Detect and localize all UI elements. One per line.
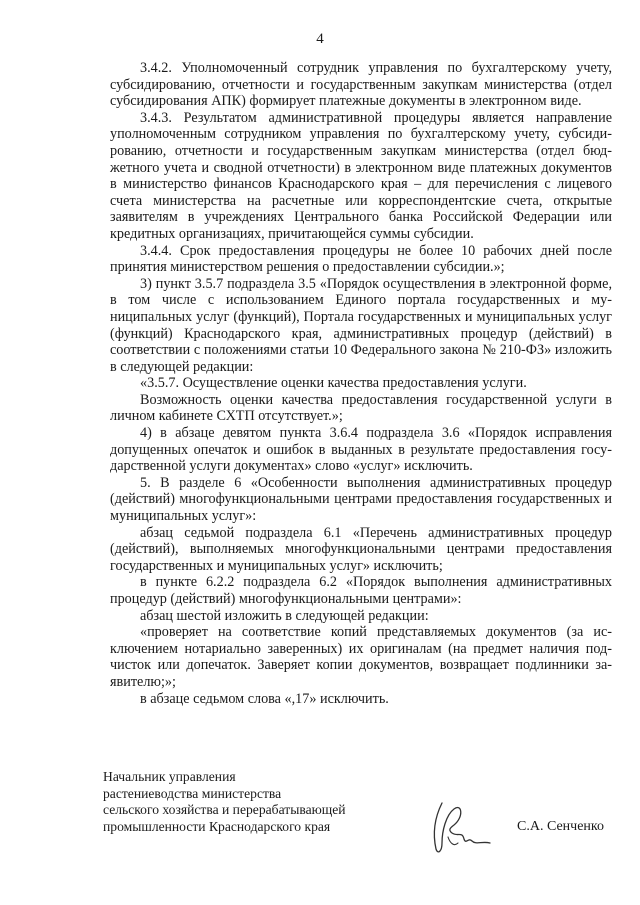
signature-title-line: Начальник управления bbox=[103, 769, 236, 784]
page-number: 4 bbox=[316, 31, 324, 47]
paragraph-3-5-7: «3.5.7. Осуществление оценки качества предоставления услуги. bbox=[140, 375, 527, 392]
paragraph-quality-assessment: Возможность оценки качества предоставления государственной услуги в личном кабинете СХТП отсутствует.»; bbox=[110, 391, 612, 425]
paragraph-3-4-4: 3.4.4. Срок предоставления процедуры не более 10 рабочих дней после принятия министерством решения о предоставлении субсидии.»; bbox=[110, 242, 612, 276]
document-body bbox=[110, 60, 612, 707]
paragraph-item-3: 3) пункт 3.5.7 подраздела 3.5 «Порядок осуществления в электронной форме, в том числе с использованием Единого портала государственных и муниципальных услуг (функций), Портала государственных и муниципальных услуг (функций) Краснодарского края, административных процедур (действий) в соответствии с положениями статьи 10 Федерального закона № 210-ФЗ» изложить в следующей редакции: bbox=[110, 275, 612, 375]
paragraph-3-4-2: 3.4.2. Уполномоченный сотрудник управления по бухгалтерскому учету, субсидированию, отчетности и государственным закупкам министерства (отдел субсидирования АПК) формирует платежные документы в электронном виде. bbox=[110, 60, 612, 110]
signature-title-line: промышленности Краснодарского края bbox=[103, 818, 331, 834]
paragraph-item-5: 5. В разделе 6 «Особенности выполнения административных процедур (действий) многофункциональными центрами предоставления государственных и муниципальных услуг»: bbox=[110, 474, 612, 525]
signature-title-line: сельского хозяйства и перерабатывающей bbox=[103, 802, 346, 818]
paragraph-item-4: 4) в абзаце девятом пункта 3.6.4 подраздела 3.6 «Порядок исправления допущенных опечаток и ошибок в выданных в результате предоставления государственной услуги документах» слово «услуг» исключить. bbox=[110, 425, 612, 475]
paragraph-3-4-3: 3.4.3. Результатом административной процедуры является направление уполномоченным сотрудником управления по бухгалтерскому учету, субсидированию, отчетности и государственным закупкам министерства (отдел бюджетного учета и сводной отчетности) в электронном виде платежных документов в министерство финансов Краснодарского края – для перечисления с лицевого счета министерства на расчетные или корреспондентские счета, открытые заявителям в учреждениях Центрального банка Российской Федерации или кредитных организациях, причитающейся суммы субсидии. bbox=[110, 109, 612, 242]
paragraph-6-2-2: в пункте 6.2.2 подраздела 6.2 «Порядок выполнения административных процедур (действий) многофункциональными центрами»: bbox=[110, 574, 612, 607]
signature-title-block bbox=[103, 769, 346, 835]
signer-name: С.А. Сенченко bbox=[517, 819, 605, 834]
handwritten-signature bbox=[424, 797, 504, 857]
paragraph-sixth-abzac: абзац шестой изложить в следующей редакции: bbox=[140, 607, 429, 624]
paragraph-quote-verification: «проверяет на соответствие копий представляемых документов (за исключением нотариально заверенных) их оригиналам (на предмет наличия подчисток или допечаток. Заверяет копии документов, возвращает подлинники заявителю;»; bbox=[110, 624, 612, 690]
paragraph-seventh-abzac: в абзаце седьмом слова «,17» исключить. bbox=[140, 690, 389, 707]
paragraph-6-1: абзац седьмой подраздела 6.1 «Перечень административных процедур (действий), выполняемых многофункциональными центрами предоставления государственных и муниципальных услуг» исключить; bbox=[110, 524, 612, 574]
signature-title-line: растениеводства министерства bbox=[103, 785, 282, 801]
